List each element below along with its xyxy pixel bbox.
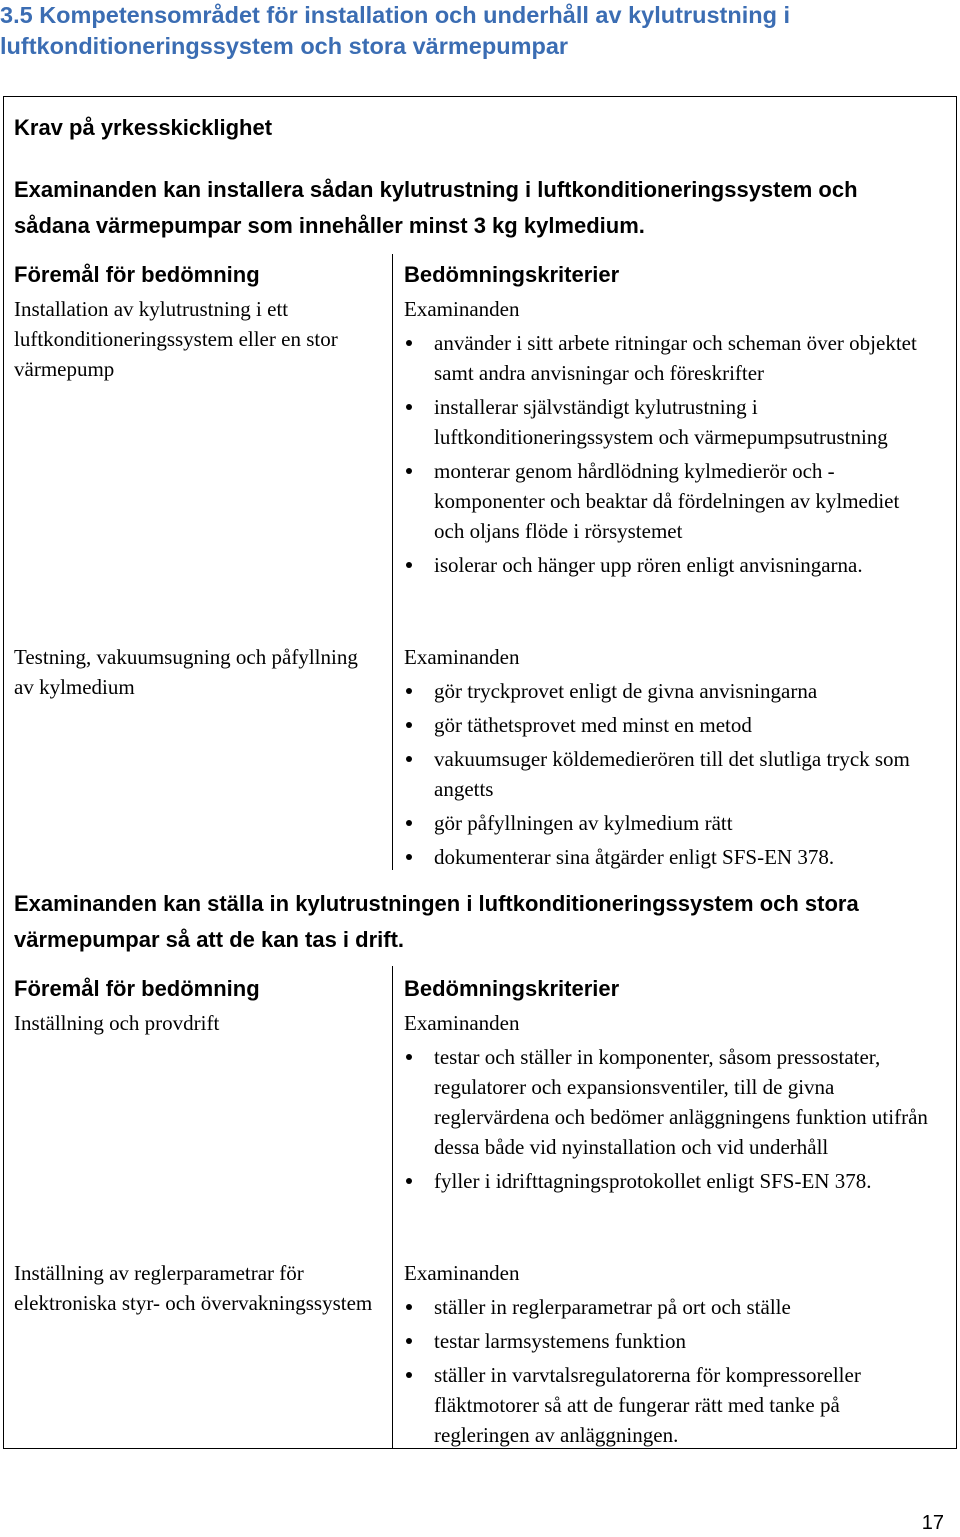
requirement-1: Examinanden kan installera sådan kylutrustning i luftkonditioneringssystem och sådana värmepumpar som innehåller minst 3 kg kylmedium. (14, 177, 858, 238)
col-header-subject: Föremål för bedömning (14, 976, 260, 1001)
bullet-icon (406, 1338, 412, 1344)
list-item: installerar självständigt kylutrustning i luftkonditioneringssystem och värmepumpsutrustning (404, 392, 934, 452)
criteria-list (404, 1292, 934, 1454)
bullet-icon (406, 562, 412, 568)
bullet-icon (406, 1054, 412, 1060)
list-item: gör täthetsprovet med minst en metod (404, 710, 934, 740)
col-header-criteria: Bedömningskriterier (404, 976, 620, 1001)
bullet-icon (406, 340, 412, 346)
requirement-2: Examinanden kan ställa in kylutrustningen i luftkonditioneringssystem och stora värmepumpar så att de kan tas i drift. (14, 891, 859, 952)
page-number: 17 (921, 1512, 944, 1534)
column-divider (392, 966, 393, 1449)
bullet-icon (406, 854, 412, 860)
section-title: 3.5 Kompetensområdet för installation och underhåll av kylutrustning i luftkonditioneringssystem och stora värmepumpar (0, 2, 790, 59)
column-divider (392, 254, 393, 870)
bullet-icon (406, 404, 412, 410)
examinee-label: Examinanden (404, 297, 520, 321)
examinee-label: Examinanden (404, 1011, 520, 1035)
examinee-label: Examinanden (404, 645, 520, 669)
bullet-icon (406, 688, 412, 694)
subject-label: Inställning av reglerparametrar för elektroniska styr- och övervakningssystem (14, 1261, 373, 1315)
bullet-icon (406, 468, 412, 474)
list-item: gör tryckprovet enligt de givna anvisningarna (404, 676, 934, 706)
list-item: dokumenterar sina åtgärder enligt SFS-EN 378. (404, 842, 934, 872)
list-item: testar larmsystemens funktion (404, 1326, 934, 1356)
list-item: ställer in varvtalsregulatorerna för kompressoreller fläktmotorer så att de fungerar rätt med tanke på regleringen av anläggningen. (404, 1360, 934, 1450)
list-item: vakuumsuger köldemedierören till det slutliga tryck som angetts (404, 744, 934, 804)
criteria-list (404, 676, 934, 876)
list-item: använder i sitt arbete ritningar och scheman över objektet samt andra anvisningar och föreskrifter (404, 328, 934, 388)
col-header-criteria: Bedömningskriterier (404, 262, 620, 287)
list-item: testar och ställer in komponenter, såsom pressostater, regulatorer och expansionsventiler, till de givna reglervärdena och bedömer anläggningens funktion utifrån dessa både vid nyinstallation och vid underhåll (404, 1042, 934, 1162)
subject-label: Testning, vakuumsugning och påfyllning av kylmedium (14, 645, 358, 699)
subject-label: Inställning och provdrift (14, 1011, 220, 1035)
bullet-icon (406, 722, 412, 728)
list-item: monterar genom hårdlödning kylmedierör och -komponenter och beaktar då fördelningen av kylmediet och oljans flöde i rörsystemet (404, 456, 934, 546)
list-item: isolerar och hänger upp rören enligt anvisningarna. (404, 550, 934, 580)
bullet-icon (406, 756, 412, 762)
criteria-list (404, 328, 934, 584)
list-item: fyller i idrifttagningsprotokollet enligt SFS-EN 378. (404, 1166, 934, 1196)
box-heading: Krav på yrkesskicklighet (14, 115, 273, 140)
list-item: ställer in reglerparametrar på ort och ställe (404, 1292, 934, 1322)
subject-label: Installation av kylutrustning i ett luftkonditioneringssystem eller en stor värmepump (14, 297, 338, 381)
examinee-label: Examinanden (404, 1261, 520, 1285)
bullet-icon (406, 1372, 412, 1378)
criteria-list (404, 1042, 934, 1200)
list-item: gör påfyllningen av kylmedium rätt (404, 808, 934, 838)
bullet-icon (406, 1178, 412, 1184)
col-header-subject: Föremål för bedömning (14, 262, 260, 287)
bullet-icon (406, 820, 412, 826)
bullet-icon (406, 1304, 412, 1310)
